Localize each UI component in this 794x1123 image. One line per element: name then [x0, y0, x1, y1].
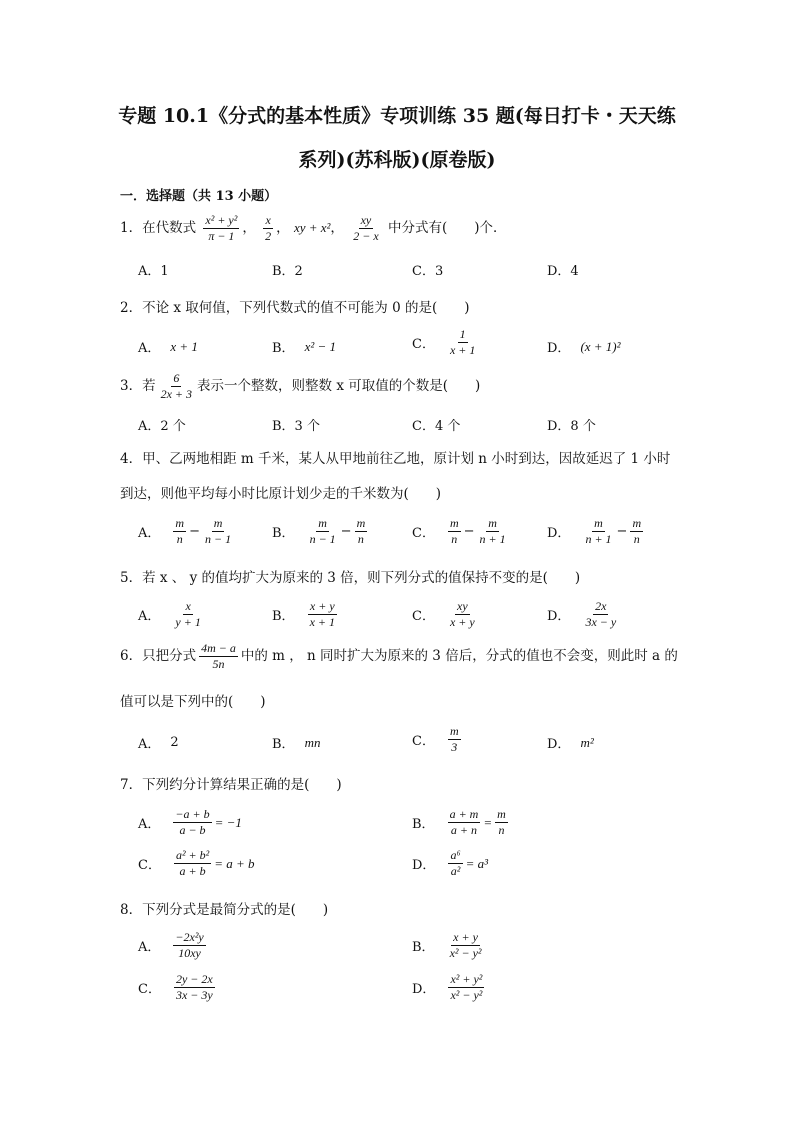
- section-heading: 一．选择题（共 13 小题）: [120, 189, 278, 204]
- q6-d-value: m²: [580, 734, 594, 750]
- q5-option-a[interactable]: [138, 600, 206, 629]
- q4-option-a[interactable]: A． $\frac{m}{n}$ − $\frac{m}{n - 1}$: [138, 516, 232, 546]
- q3-option-a[interactable]: A．2 个: [138, 419, 186, 434]
- page-title-line2: 系列)(苏科版)(原卷版): [298, 149, 496, 171]
- option-label: B．: [272, 341, 295, 356]
- den: n: [176, 532, 183, 546]
- num: a + m: [449, 807, 479, 821]
- q7-option-c[interactable]: [138, 849, 255, 878]
- option-label: D．: [412, 982, 436, 997]
- q1-expression: xy + x²: [293, 220, 331, 235]
- frac: [448, 808, 481, 837]
- den: n − 1: [204, 532, 232, 546]
- q2-a-expr: x + 1: [170, 338, 198, 354]
- num: m: [449, 724, 459, 738]
- question-2-stem: 2．不论 x 取何值，下列代数式的值不可能为 0 的是( ): [120, 300, 470, 316]
- q1-option-b[interactable]: B．2: [272, 264, 303, 279]
- q8-option-c[interactable]: [138, 973, 218, 1002]
- question-6-stem-line2: 值可以是下列中的( ): [120, 694, 266, 710]
- num: m: [594, 516, 603, 530]
- q2-d-expr: (x + 1)²: [580, 338, 621, 354]
- question-8-stem: 8．下列分式是最简分式的是( ): [120, 902, 329, 918]
- q2-option-d[interactable]: [547, 337, 621, 356]
- option-label: D．: [547, 341, 571, 356]
- den: n + 1: [479, 532, 506, 546]
- q2-option-b[interactable]: [272, 337, 336, 356]
- den: a + n: [450, 823, 477, 837]
- question-7-stem: 7．下列约分计算结果正确的是( ): [120, 777, 342, 793]
- q1-option-c[interactable]: C．3: [412, 264, 444, 279]
- q6-option-a[interactable]: [138, 733, 179, 752]
- rhs: = a + b: [214, 855, 255, 871]
- frac: [308, 600, 337, 629]
- option-label: C．: [412, 734, 435, 749]
- q2-c-fraction: [448, 328, 477, 357]
- frac: [448, 725, 461, 754]
- num: m: [175, 516, 185, 530]
- den: a − b: [179, 823, 206, 837]
- option-label: B．: [272, 526, 295, 541]
- question-6-stem-line1: [120, 642, 678, 671]
- den: 3x − 3y: [175, 988, 213, 1002]
- num: xy: [457, 599, 468, 613]
- q3-den: 2x + 3: [160, 387, 193, 401]
- num: m: [632, 516, 642, 530]
- q2-c-den: x + 1: [449, 343, 476, 357]
- q8-option-a[interactable]: [138, 931, 209, 960]
- option-label: C．: [138, 982, 161, 997]
- q1-separator: ，: [242, 220, 256, 236]
- q6-fraction: [199, 642, 238, 671]
- frac: [174, 849, 211, 878]
- den: x + 1: [309, 615, 335, 629]
- num: x² + y²: [450, 972, 483, 986]
- q1-f1-denominator: π − 1: [208, 229, 235, 243]
- den: y + 1: [175, 615, 201, 629]
- q4-option-b[interactable]: B． $\frac{m}{n - 1}$ − $\frac{m}{n}$: [272, 516, 366, 546]
- q1-separator: ，: [330, 220, 344, 236]
- option-label: B．: [412, 817, 435, 832]
- equals: =: [483, 814, 493, 830]
- num: m: [318, 516, 327, 530]
- q4-option-c[interactable]: C． $\frac{m}{n}$ − $\frac{m}{n + 1}$: [412, 516, 506, 546]
- q3-fraction: [159, 372, 194, 401]
- num: a⁶: [450, 848, 461, 862]
- rhs: = −1: [214, 814, 242, 830]
- den: x + y: [449, 615, 475, 629]
- den: 3x − y: [585, 615, 617, 629]
- num: m: [449, 516, 459, 530]
- option-label: A．: [138, 737, 161, 752]
- option-label: A．: [138, 940, 161, 955]
- frac: [583, 600, 618, 629]
- option-label: C．: [138, 858, 161, 873]
- option-label: A．: [138, 609, 161, 624]
- num: 2y − 2x: [175, 972, 213, 986]
- den: x² − y²: [450, 988, 483, 1002]
- den: n: [498, 823, 505, 837]
- q6-den: 5n: [212, 657, 225, 671]
- question-3-stem: [120, 372, 480, 401]
- q3-option-c[interactable]: C．4 个: [412, 419, 461, 434]
- option-label: B．: [272, 737, 295, 752]
- frac: [448, 973, 484, 1002]
- den: n: [633, 532, 640, 546]
- q8-option-d[interactable]: [412, 973, 487, 1002]
- q3-option-b[interactable]: B．3 个: [272, 419, 320, 434]
- q3-num: 6: [173, 371, 180, 385]
- q1-f3-numerator: xy: [360, 213, 372, 227]
- num: m: [213, 516, 223, 530]
- frac: [583, 517, 613, 546]
- q3-text-pre: 3．若: [120, 378, 156, 394]
- question-1-stem: [120, 214, 507, 243]
- option-label: D．: [412, 858, 436, 873]
- option-label: B．: [272, 609, 295, 624]
- den: n: [451, 532, 458, 546]
- q6-b-value: mn: [304, 734, 321, 750]
- q1-f1-numerator: x² + y²: [205, 213, 238, 227]
- den: a²: [450, 864, 461, 878]
- option-label: B．: [412, 940, 435, 955]
- den: n: [357, 532, 364, 546]
- q2-c-num: 1: [459, 327, 466, 341]
- frac: [630, 517, 643, 546]
- num: x + y: [309, 599, 335, 613]
- option-label: D．: [547, 609, 571, 624]
- option-label: D．: [547, 526, 571, 541]
- q1-f2-denominator: 2: [265, 229, 272, 243]
- question-5-stem: 5．若 x 、 y 的值均扩大为原来的 3 倍，则下列分式的值保持不变的是( ): [120, 570, 581, 586]
- num: m: [356, 516, 366, 530]
- question-4-stem-line2: 到达，则他平均每小时比原计划少走的千米数为( ): [120, 486, 442, 502]
- q6-text-post: 中的 m ， n 同时扩大为原来的 3 倍后，分式的值也不会变，则此时 a 的: [240, 648, 678, 664]
- q1-fraction-2: [263, 214, 273, 243]
- frac: [495, 808, 508, 837]
- q2-option-a[interactable]: [138, 337, 198, 356]
- q6-num: 4m − a: [201, 641, 236, 655]
- q3-option-d[interactable]: D．8 个: [547, 419, 596, 434]
- frac: [308, 517, 338, 546]
- q2-option-c[interactable]: [412, 328, 480, 357]
- frac: [173, 931, 205, 960]
- page-title-line1: 专题 10.1《分式的基本性质》专项训练 35 题(每日打卡・天天练: [118, 105, 676, 127]
- q7-option-d[interactable]: [412, 849, 488, 878]
- frac: [355, 517, 368, 546]
- q6-option-d[interactable]: [547, 733, 594, 752]
- q1-f2-numerator: x: [265, 213, 271, 227]
- den: n + 1: [585, 532, 612, 546]
- option-label: D．: [547, 737, 571, 752]
- frac: [173, 517, 186, 546]
- q3-text-post: 表示一个整数，则整数 x 可取值的个数是( ): [197, 378, 481, 394]
- q6-a-value: 2: [170, 735, 179, 750]
- frac: [174, 973, 215, 1002]
- q1-option-d[interactable]: D．4: [547, 264, 579, 279]
- q6-option-c[interactable]: [412, 725, 464, 754]
- option-label: C．: [412, 526, 435, 541]
- frac: [448, 931, 484, 960]
- frac: [478, 517, 508, 546]
- num: −a + b: [175, 807, 210, 821]
- q1-separator: ，: [276, 220, 290, 236]
- q1-fraction-1: [203, 214, 239, 243]
- q4-option-d[interactable]: D． $\frac{m}{n + 1}$ − $\frac{m}{n}$: [547, 516, 642, 546]
- den: n − 1: [309, 532, 336, 546]
- frac: [448, 600, 477, 629]
- rhs: = a³: [465, 855, 489, 871]
- q5-option-d[interactable]: [547, 600, 621, 629]
- q1-f3-denominator: 2 − x: [353, 229, 379, 243]
- q5-option-c[interactable]: [412, 600, 480, 629]
- question-4-stem-line1: 4．甲、乙两地相距 m 千米，某人从甲地前往乙地，原计划 n 小时到达，因故延迟了 1 小时: [120, 451, 671, 467]
- q1-option-a[interactable]: A．1: [138, 264, 169, 279]
- q6-option-b[interactable]: [272, 733, 320, 752]
- q8-option-b[interactable]: [412, 931, 487, 960]
- q1-text-pre: 1．在代数式: [120, 220, 197, 236]
- option-label: A．: [138, 817, 161, 832]
- option-label: A．: [138, 526, 161, 541]
- num: a² + b²: [175, 848, 210, 862]
- q7-option-a[interactable]: [138, 808, 242, 837]
- q6-text-pre: 6．只把分式: [120, 648, 197, 664]
- frac: [173, 600, 202, 629]
- den: 3: [451, 740, 458, 754]
- q2-b-expr: x² − 1: [304, 338, 337, 354]
- q1-fraction-3: [351, 214, 380, 243]
- den: a + b: [179, 864, 206, 878]
- frac: [448, 849, 462, 878]
- den: 10xy: [178, 946, 201, 960]
- q5-option-b[interactable]: [272, 600, 340, 629]
- option-label: C．: [412, 609, 435, 624]
- frac: [173, 808, 211, 837]
- option-label: A．: [138, 341, 161, 356]
- num: 2x: [595, 599, 607, 613]
- frac: [203, 517, 233, 546]
- den: x² − y²: [449, 946, 482, 960]
- num: −2x²y: [175, 930, 204, 944]
- num: m: [497, 807, 506, 821]
- q7-option-b[interactable]: [412, 808, 511, 837]
- q1-text-post: 中分式有( )个．: [387, 220, 507, 236]
- num: m: [488, 516, 497, 530]
- option-label: C．: [412, 337, 435, 352]
- num: x: [185, 599, 191, 613]
- num: x + y: [453, 930, 478, 944]
- frac: [448, 517, 461, 546]
